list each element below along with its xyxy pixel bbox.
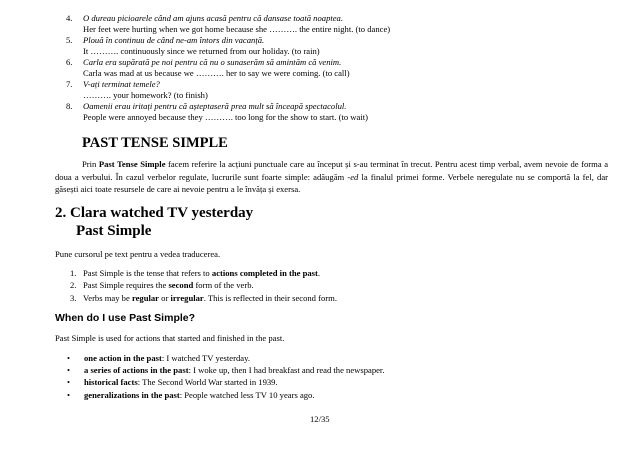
bullet-icon: • [67, 353, 71, 363]
rule-number: 3. [70, 292, 77, 303]
exercise-romanian: Carla era supărată pe noi pentru că nu o sunaserăm să amintăm că venim. [83, 57, 342, 67]
bullet-text [84, 364, 384, 376]
rule-bold: regular [131, 292, 159, 303]
exercise-english: It ………. continuously since we returned from our holiday. (to rain) [83, 45, 320, 56]
rule-text [83, 292, 337, 304]
rule-text-part: . [317, 268, 321, 278]
exercise-number: 5. [66, 35, 73, 45]
bullet-icon: • [67, 377, 71, 388]
exercise-number: 8. [66, 101, 73, 111]
rule-number: 1. [70, 268, 77, 278]
section-subtitle: Past Simple [76, 223, 152, 239]
rule-text-part: or [159, 292, 171, 303]
bullet-example: : I watched TV yesterday. [161, 353, 250, 363]
bullet-bold: one action in the past [84, 353, 162, 363]
list-item [70, 279, 570, 291]
exercise-english: Carla was mad at us because we ………. her to say we were coming. (to call) [83, 67, 350, 78]
exercise-romanian: V-ați terminat temele? [83, 79, 160, 89]
past-tense-intro [55, 158, 608, 196]
rule-text-part: form of the verb. [193, 280, 254, 291]
exercise-english: People were annoyed because they ………. too long for the show to start. (to wait) [83, 111, 368, 122]
rule-bold: actions completed in the past [211, 268, 318, 278]
exercise-romanian: Oamenii erau iritați pentru că așteptaseră prea mult să înceapă spectacolul. [83, 101, 347, 111]
exercise-english: Her feet were hurting when we got home because she ………. the entire night. (to dance) [83, 23, 391, 34]
rule-text-part: . This is reflected in their second form. [203, 292, 337, 303]
bullet-example: : I woke up, then I had breakfast and read the newspaper. [188, 365, 385, 376]
rule-text-part: Verbs may be [83, 292, 132, 303]
intro-text: Prin [82, 159, 99, 169]
list-item [67, 364, 607, 376]
usage-intro: Past Simple is used for actions that started and finished in the past. [55, 333, 285, 343]
bullet-text [84, 376, 278, 388]
rule-bold: second [168, 280, 194, 291]
exercise-romanian: Plouă în continuu de când ne-am întors din vacanță. [83, 35, 265, 45]
exercise-english: ………. your homework? (to finish) [83, 89, 208, 100]
exercise-list [66, 13, 626, 125]
bullet-example: : The Second World War started in 1939. [137, 377, 278, 388]
bullet-text [84, 389, 315, 401]
list-item [70, 267, 570, 279]
bullet-bold: generalizations in the past [84, 389, 180, 400]
bullet-icon: • [67, 365, 71, 376]
page-number: 12/35 [310, 414, 330, 424]
exercise-number: 6. [66, 57, 73, 67]
usage-heading: When do I use Past Simple? [55, 312, 196, 324]
rule-bold: irregular [170, 292, 204, 303]
bullet-example: : People watched less TV 10 years ago. [179, 389, 315, 400]
rule-text [83, 279, 254, 291]
rules-list [70, 267, 570, 307]
list-item [67, 376, 607, 388]
hover-hint: Pune cursorul pe text pentru a vedea traducerea. [55, 249, 221, 259]
section-title: 2. Clara watched TV yesterday [55, 205, 254, 221]
bullet-text [84, 352, 250, 364]
list-item [70, 292, 570, 304]
exercise-romanian: O dureau picioarele când am ajuns acasă pentru că dansase toată noaptea. [83, 13, 344, 23]
intro-bold: Past Tense Simple [98, 159, 166, 169]
intro-text: facem referire la acțiuni punctuale care au început și s-au terminat în trecut. Pentru acest timp verbal, avem nevoie de forma a doua a verbului. În cazul verbelor regulate, lucrurile sunt foarte simple: adăugăm [55, 159, 609, 182]
rule-text [83, 267, 320, 279]
exercise-number: 4. [66, 13, 73, 23]
intro-ed-suffix: -ed [347, 171, 359, 182]
intro-text: la finalul primei forme. Verbele neregulate nu se comportă la fel, dar găsești aici toate resursele de care ai nevoie pentru a le învăța și exersa. [55, 171, 608, 194]
past-tense-heading: PAST TENSE SIMPLE [82, 135, 228, 151]
list-item [67, 389, 607, 401]
bullet-bold: historical facts [84, 377, 138, 388]
rule-text-part: Past Simple is the tense that refers to [83, 268, 212, 278]
bullet-icon: • [67, 389, 71, 400]
rule-text-part: Past Simple requires the [83, 280, 169, 291]
bullet-bold: a series of actions in the past [84, 365, 189, 376]
rule-number: 2. [70, 280, 77, 291]
list-item [67, 352, 607, 364]
exercise-number: 7. [66, 79, 73, 89]
usage-bullets [67, 352, 607, 402]
